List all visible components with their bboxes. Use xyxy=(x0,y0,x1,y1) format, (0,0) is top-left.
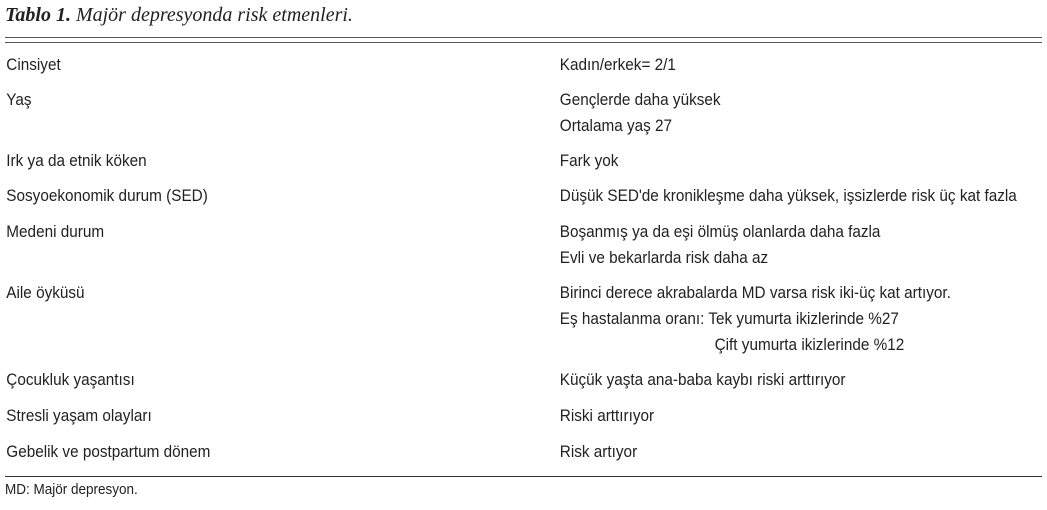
table-label: Tablo 1. xyxy=(5,4,71,26)
finding-line: Birinci derece akrabalarda MD varsa risk iki-üç kat artıyor. xyxy=(559,283,951,302)
table-row xyxy=(0,367,942,403)
finding-cell xyxy=(560,87,721,139)
table-row xyxy=(0,183,1017,219)
risk-factor-table xyxy=(0,52,1017,469)
finding-line: Çift yumurta ikizlerinde %12 xyxy=(714,335,905,354)
factor-cell: Medeni durum xyxy=(6,222,105,241)
finding-line: Küçük yaşta ana-baba kaybı riski arttırıyor xyxy=(559,370,846,389)
table-row xyxy=(0,148,942,183)
finding-cell xyxy=(560,280,951,358)
table-footnote: MD: Majör depresyon. xyxy=(5,481,138,498)
finding-line: Risk artıyor xyxy=(559,442,638,461)
factor-cell: Çocukluk yaşantısı xyxy=(6,370,135,389)
table-title: Majör depresyonda risk etmenleri. xyxy=(75,4,353,26)
table-row xyxy=(0,439,942,469)
finding-line: Fark yok xyxy=(559,151,619,170)
factor-cell: Stresli yaşam olayları xyxy=(6,406,152,425)
top-rule-lower xyxy=(5,42,1042,43)
finding-line: Eş hastalanma oranı: Tek yumurta ikizlerinde %27 xyxy=(559,309,899,328)
bottom-rule xyxy=(5,476,1042,477)
table-row xyxy=(0,280,951,367)
top-rule-upper xyxy=(5,37,1042,38)
table-row xyxy=(0,52,942,87)
finding-cell xyxy=(560,52,676,78)
factor-cell: Cinsiyet xyxy=(6,55,61,74)
finding-line: Boşanmış ya da eşi ölmüş olanlarda daha fazla xyxy=(559,222,881,241)
factor-cell: Irk ya da etnik köken xyxy=(6,151,147,170)
finding-line: Riski arttırıyor xyxy=(559,406,655,425)
finding-line: Düşük SED'de kronikleşme daha yüksek, işsizlerde risk üç kat fazla xyxy=(559,186,1017,205)
finding-cell xyxy=(560,367,846,393)
table-row xyxy=(0,87,942,148)
finding-cell xyxy=(560,403,654,429)
finding-line: Gençlerde daha yüksek xyxy=(559,90,721,109)
finding-cell xyxy=(560,148,619,174)
table-row xyxy=(0,219,942,280)
factor-cell: Yaş xyxy=(6,90,32,109)
factor-cell: Sosyoekonomik durum (SED) xyxy=(6,186,208,205)
finding-line: Ortalama yaş 27 xyxy=(559,116,673,135)
finding-line: Evli ve bekarlarda risk daha az xyxy=(559,248,769,267)
table-row xyxy=(0,403,942,439)
finding-cell xyxy=(560,439,637,465)
finding-cell xyxy=(560,219,881,271)
table-caption xyxy=(5,4,353,27)
finding-cell xyxy=(560,183,1017,209)
finding-line: Kadın/erkek= 2/1 xyxy=(559,55,676,74)
factor-cell: Gebelik ve postpartum dönem xyxy=(6,442,211,461)
factor-cell: Aile öyküsü xyxy=(6,283,85,302)
